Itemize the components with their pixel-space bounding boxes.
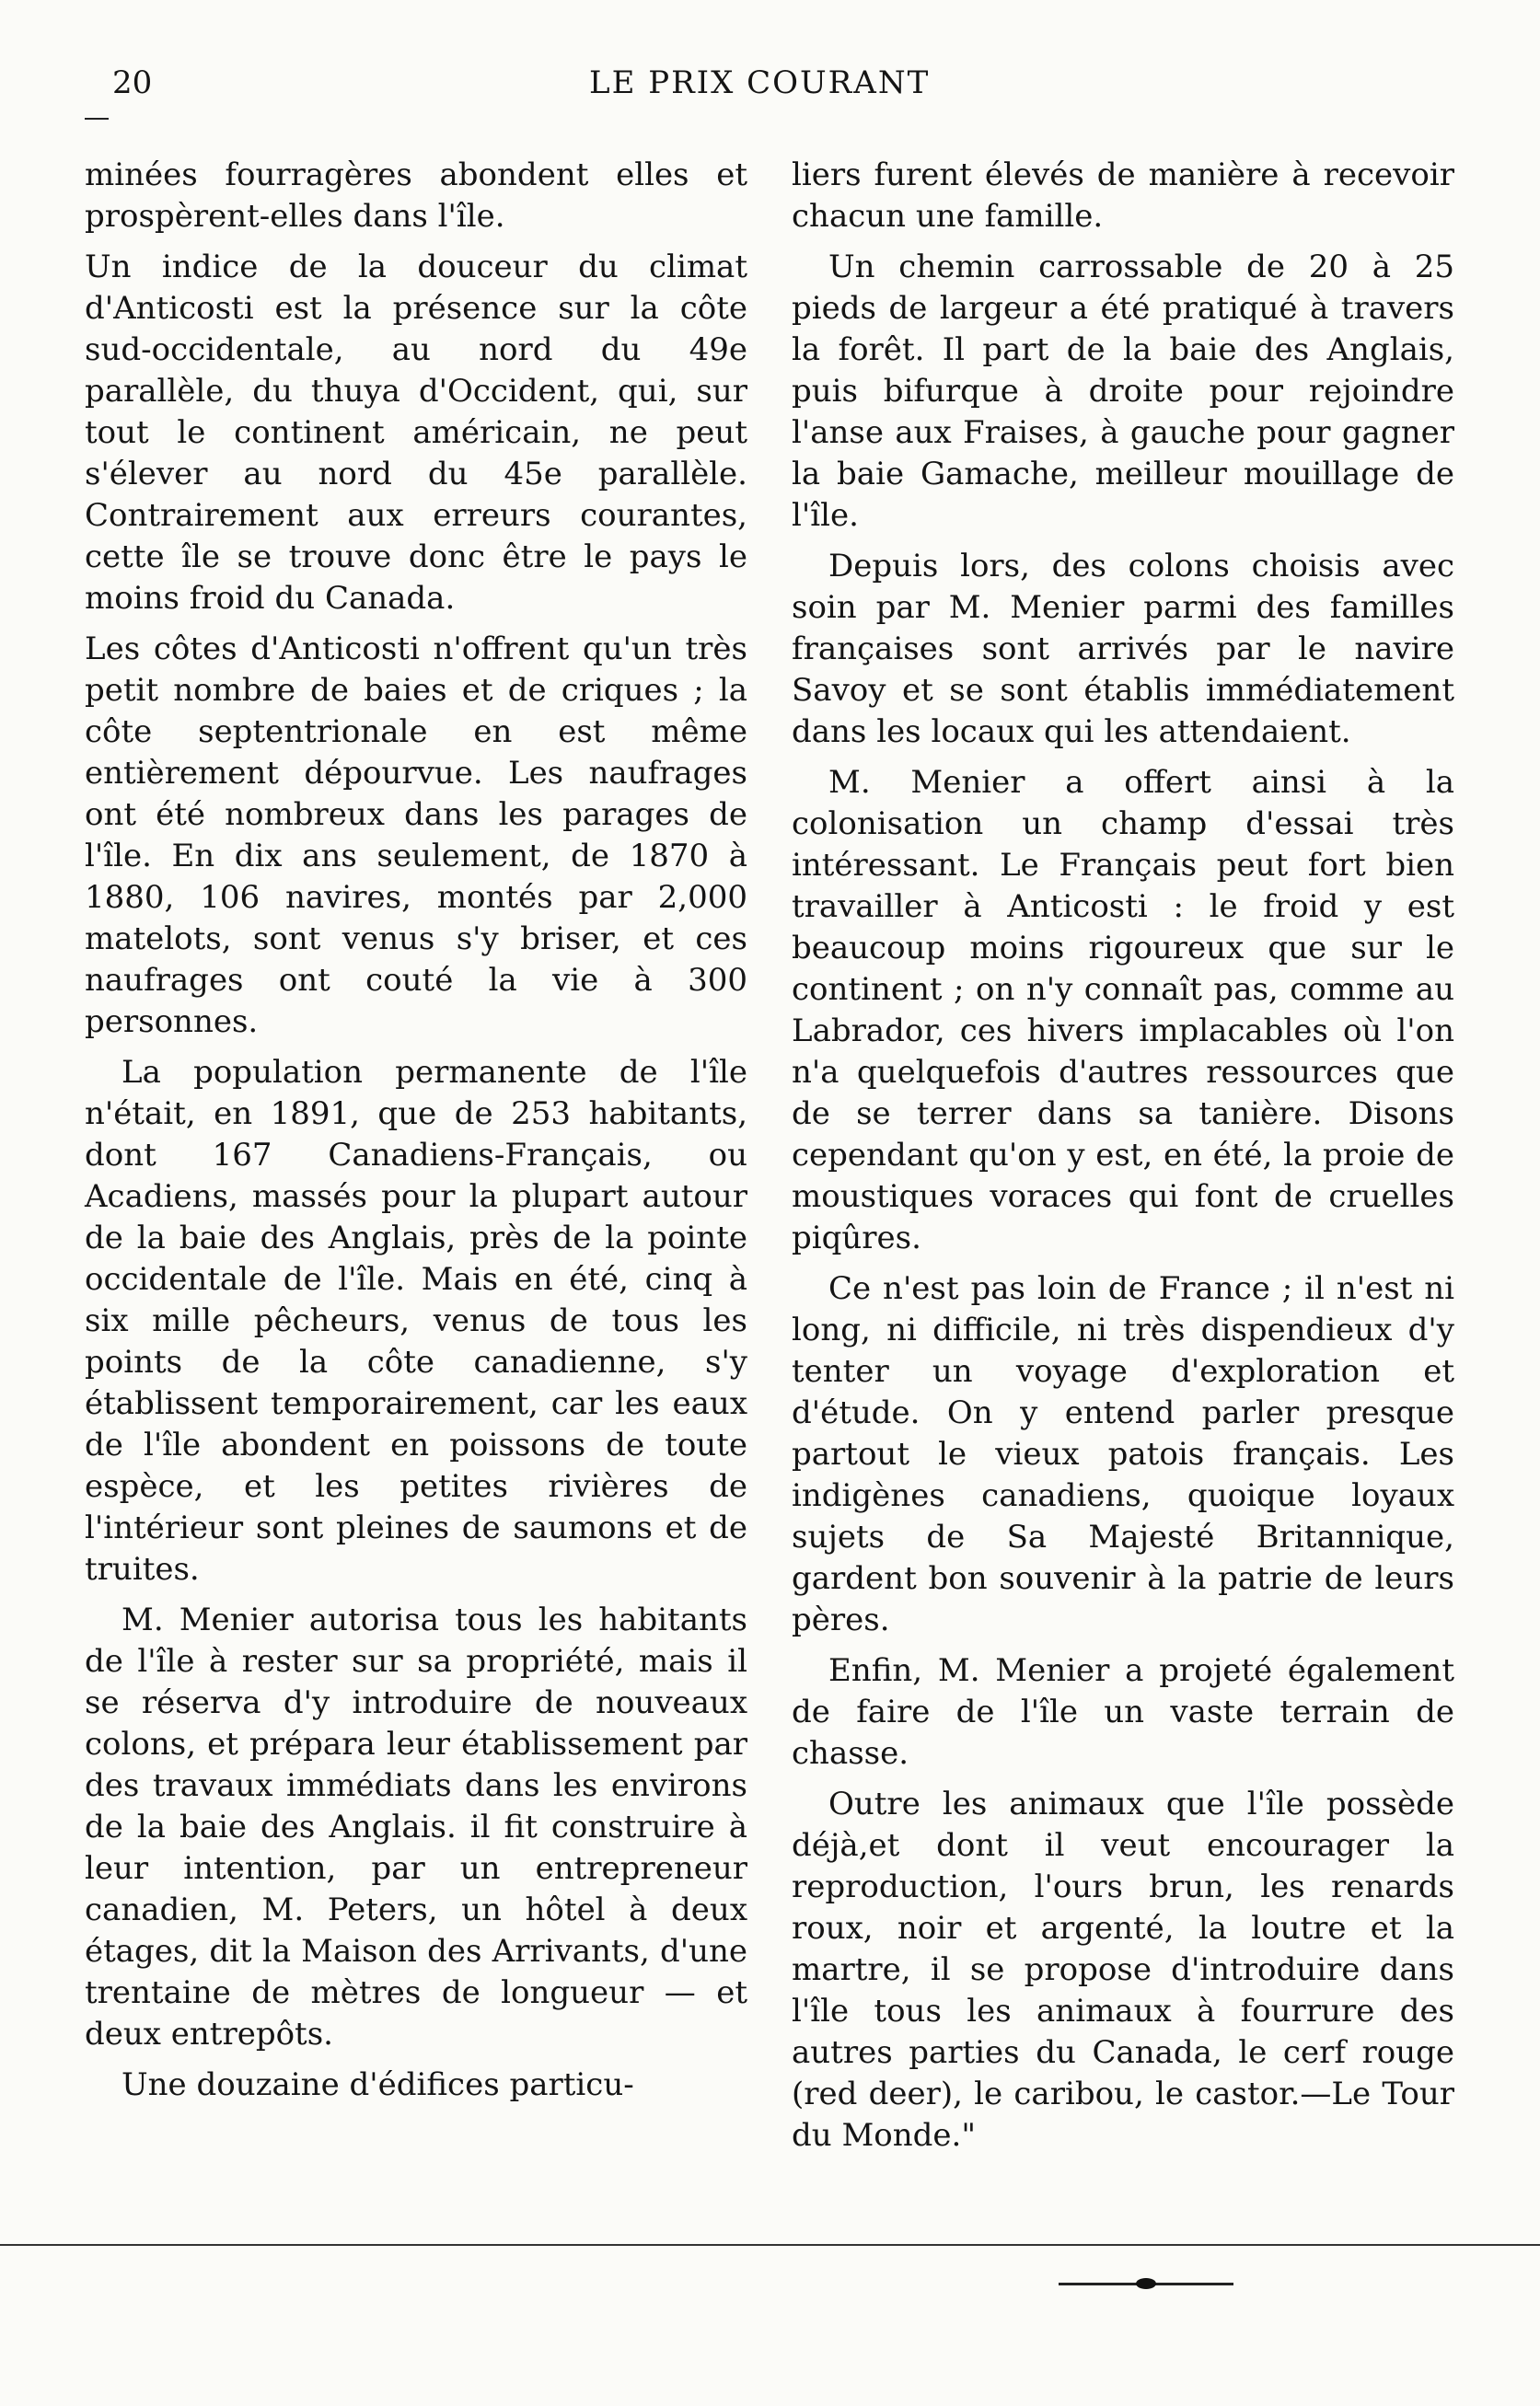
paragraph: Les côtes d'Anticosti n'offrent qu'un très petit nombre de baies et de criques ; la côte septentrionale en est même entièrement dépourvue. Les naufrages ont été nombreux dans les parages de l'île. En dix ans seulement, de 1870 à 1880, 106 navires, montés par 2,000 matelots, sont venus s'y briser, et ces naufrages ont couté la vie à 300 personnes. bbox=[85, 630, 747, 1040]
paragraph: Ce n'est pas loin de France ; il n'est ni long, ni difficile, ni très dispendieux d'y tenter un voyage d'exploration et d'étude. On y entend parler presque partout le vieux patois français. Les indigènes canadiens, quoique loyaux sujets de Sa Majesté Britannique, gardent bon souvenir à la patrie de leurs pères. bbox=[792, 1270, 1454, 1638]
paragraph: Outre les animaux que l'île possède déjà,et dont il veut encourager la reproduction, l'ours brun, les renards roux, noir et argenté, la loutre et la martre, il se propose d'introduire dans l'île tous les animaux à fourrure des autres parties du Canada, le cerf rouge (red deer), le caribou, le castor.—Le Tour du Monde." bbox=[792, 1786, 1454, 2154]
running-title: LE PRIX COURANT bbox=[589, 64, 931, 101]
paragraph: Enfin, M. Menier a projeté également de faire de l'île un vaste terrain de chasse. bbox=[792, 1652, 1454, 1772]
scan-cut-line bbox=[0, 2244, 1540, 2246]
paragraph: Depuis lors, des colons choisis avec soin par M. Menier parmi des familles françaises sont arrivés par le navire Savoy et se sont établis immédiatement dans les locaux qui les attendaient. bbox=[792, 548, 1454, 750]
left-column bbox=[85, 155, 747, 2115]
end-ornament-dot bbox=[1136, 2278, 1156, 2289]
paragraph: liers furent élevés de manière à recevoir chacun une famille. bbox=[792, 156, 1454, 235]
paragraph: La population permanente de l'île n'était, en 1891, que de 253 habitants, dont 167 Canadiens-Français, ou Acadiens, massés pour la plupart autour de la baie des Anglais, près de la pointe occidentale de l'île. Mais en été, cinq à six mille pêcheurs, venus de tous les points de la côte canadienne, s'y établissent temporairement, car les eaux de l'île abondent en poissons de toute espèce, et les petites rivières de l'intérieur sont pleines de saumons et de truites. bbox=[85, 1054, 747, 1588]
paragraph: M. Menier a offert ainsi à la colonisation un champ d'essai très intéressant. Le Français peut fort bien travailler à Anticosti : le froid y est beaucoup moins rigoureux que sur le continent ; on n'y connaît pas, comme au Labrador, ces hivers implacables où l'on n'a quelquefois d'autres ressources que de se terrer dans sa tanière. Disons cependant qu'on y est, en été, la proie de moustiques voraces qui font de cruelles piqûres. bbox=[792, 764, 1454, 1256]
right-column bbox=[792, 155, 1454, 2166]
page-number: 20 bbox=[112, 64, 153, 101]
paragraph: Un chemin carrossable de 20 à 25 pieds de largeur a été pratiqué à travers la forêt. Il part de la baie des Anglais, puis bifurque à droite pour rejoindre l'anse aux Fraises, à gauche pour gagner la baie Gamache, meilleur mouillage de l'île. bbox=[792, 249, 1454, 534]
paragraph: M. Menier autorisa tous les habitants de l'île à rester sur sa propriété, mais il se réserva d'y introduire de nouveaux colons, et prépara leur établissement par des travaux immédiats dans les environs de la baie des Anglais. il fit construire à leur intention, par un entrepreneur canadien, M. Peters, un hôtel à deux étages, dit la Maison des Arrivants, d'une trentaine de mètres de longueur — et deux entrepôts. bbox=[85, 1602, 747, 2053]
paragraph: Une douzaine d'édifices particu- bbox=[122, 2066, 634, 2103]
header-dash bbox=[85, 118, 109, 120]
paragraph: Un indice de la douceur du climat d'Anticosti est la présence sur la côte sud-occidentale, au nord du 49e parallèle, du thuya d'Occident, qui, sur tout le continent américain, ne peut s'élever au nord du 45e parallèle. Contrairement aux erreurs courantes, cette île se trouve donc être le pays le moins froid du Canada. bbox=[85, 249, 747, 617]
paragraph: minées fourragères abondent elles et prospèrent-elles dans l'île. bbox=[85, 156, 747, 235]
